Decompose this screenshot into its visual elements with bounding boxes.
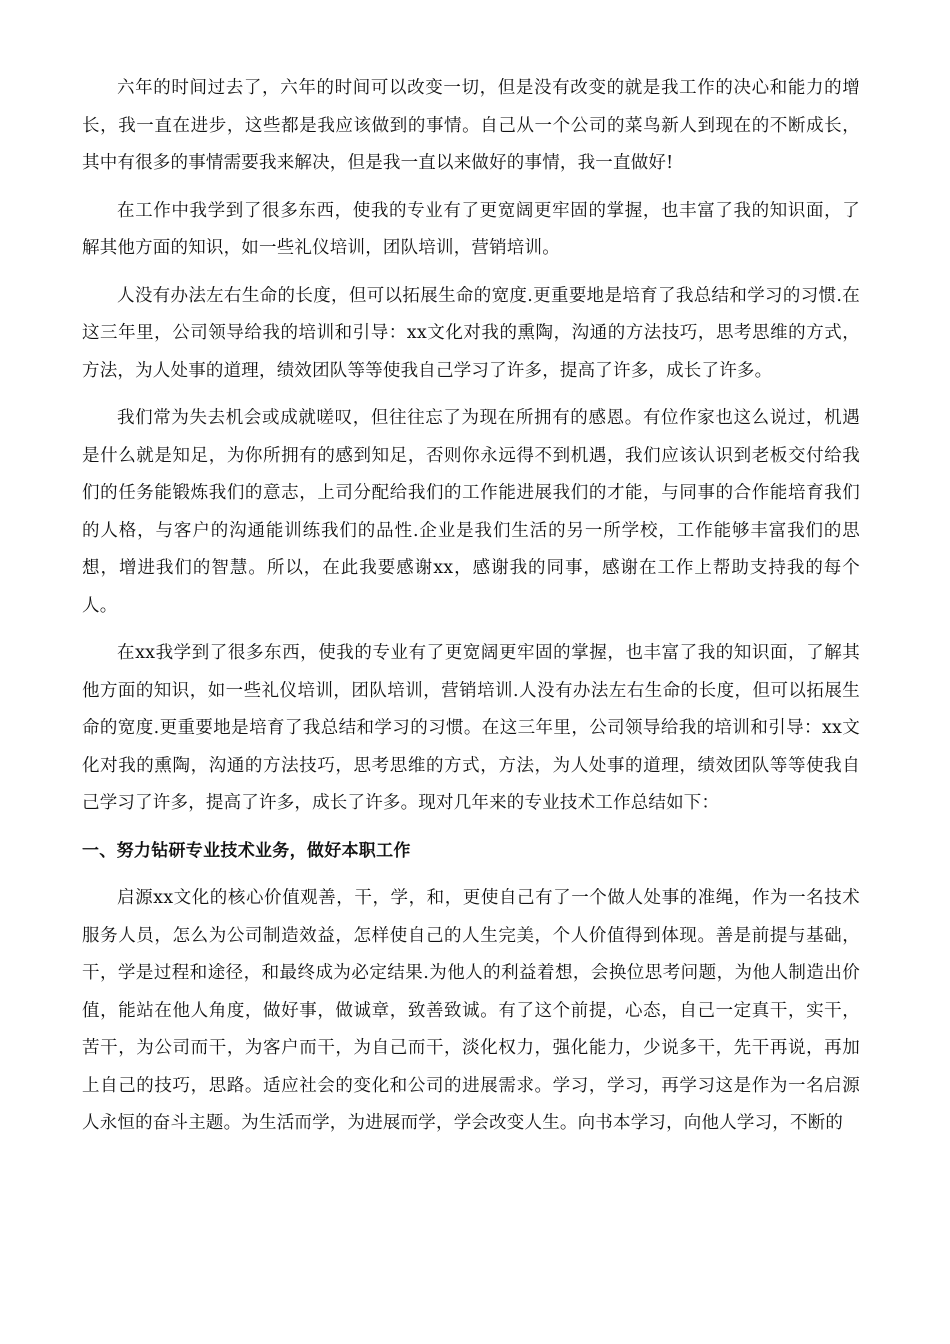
section-heading: 一、努力钻研专业技术业务，做好本职工作 — [82, 840, 411, 861]
paragraph-6: 启源xx文化的核心价值观善，干，学，和，更使自己有了一个做人处事的准绳，作为一名技术服务人员，怎么为公司制造效益，怎样使自己的人生完美，个人价值得到体现。善是前提与基础，干，学是过程和途径，和最终成为必定结果.为他人的利益着想，会换位思考问题，为他人制造出价值，能站在他人角度，做好事，做诚章，致善致诚。有了这个前提，心态，自己一定真干，实干，苦干，为公司而干，为客户而干，为自己而干，淡化权力，强化能力，少说多干，先干再说，再加上自己的技巧，思路。适应社会的变化和公司的进展需求。学习，学习，再学习这是作为一名启源人永恒的奋斗主题。为生活而学，为进展而学，学会改变人生。向书本学习，向他人学习，不断的 — [82, 888, 860, 1133]
paragraph-2: 在工作中我学到了很多东西，使我的专业有了更宽阔更牢固的掌握，也丰富了我的知识面，了解其他方面的知识，如一些礼仪培训，团队培训，营销培训。 — [82, 200, 860, 258]
paragraph-3: 人没有办法左右生命的长度，但可以拓展生命的宽度.更重要地是培育了我总结和学习的习惯.在这三年里，公司领导给我的培训和引导：xx文化对我的熏陶，沟通的方法技巧，思考思维的方式，方法，为人处事的道理，绩效团队等等使我自己学习了许多，提高了许多，成长了许多。 — [82, 285, 860, 381]
paragraph-1: 六年的时间过去了，六年的时间可以改变一切，但是没有改变的就是我工作的决心和能力的增长，我一直在进步，这些都是我应该做到的事情。自己从一个公司的菜鸟新人到现在的不断成长，其中有很多的事情需要我来解决，但是我一直以来做好的事情，我一直做好! — [82, 78, 860, 173]
document-body — [82, 70, 860, 1153]
paragraph-5: 在xx我学到了很多东西，使我的专业有了更宽阔更牢固的掌握，也丰富了我的知识面，了解其他方面的知识，如一些礼仪培训，团队培训，营销培训.人没有办法左右生命的长度，但可以拓展生命的宽度.更重要地是培育了我总结和学习的习惯。在这三年里，公司领导给我的培训和引导：xx文化对我的熏陶，沟通的方法技巧，思考思维的方式，方法，为人处事的道理，绩效团队等等使我自己学习了许多，提高了许多，成长了许多。现对几年来的专业技术工作总结如下： — [82, 643, 860, 813]
paragraph-4: 我们常为失去机会或成就嗟叹，但往往忘了为现在所拥有的感恩。有位作家也这么说过，机遇是什么就是知足，为你所拥有的感到知足，否则你永远得不到机遇，我们应该认识到老板交付给我们的任务能锻炼我们的意志，上司分配给我们的工作能进展我们的才能，与同事的合作能培育我们的人格，与客户的沟通能训练我们的品性.企业是我们生活的另一所学校，工作能够丰富我们的思想，增进我们的智慧。所以，在此我要感谢xx，感谢我的同事，感谢在工作上帮助支持我的每个人。 — [82, 408, 860, 616]
